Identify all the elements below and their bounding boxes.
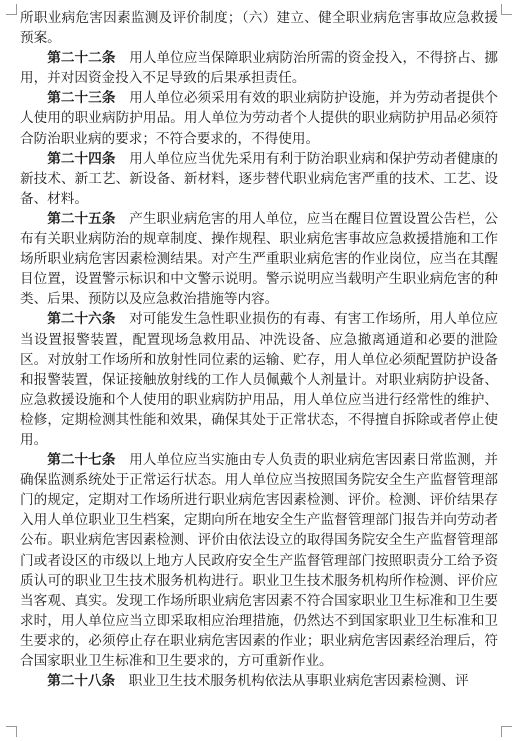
- article-number: 第二十七条: [47, 452, 116, 469]
- article-number: 第二十二条: [47, 50, 116, 67]
- article-26: [20, 309, 498, 450]
- article-text: 用人单位应当保障职业病防治所需的资金投入，不得挤占、挪用，并对因资金投入不足导致的后果承担责任。: [20, 50, 499, 87]
- article-text: 产生职业病危害的用人单位，应当在醒目位置设置公告栏，公布有关职业病防治的规章制度、操作规程、职业病危害事故应急救援措施和工作场所职业病危害因素检测结果。对产生严重职业病危害的作业岗位，应当在其醒目位置，设置警示标识和中文警示说明。警示说明应当载明产生职业病危害的种类、后果、预防以及应急救治措施等内容。: [20, 210, 499, 308]
- crop-mark-top-right: [501, 4, 512, 15]
- crop-mark-bottom-right: [501, 726, 512, 737]
- article-22: [20, 48, 498, 88]
- article-25: [20, 209, 498, 309]
- article-text: 用人单位必须采用有效的职业病防护设施，并为劳动者提供个人使用的职业病防护用品。用人单位为劳动者个人提供的职业病防护用品必须符合防治职业病的要求；不符合要求的，不得使用。: [20, 90, 499, 147]
- article-text: 对可能发生急性职业损伤的有毒、有害工作场所，用人单位应当设置报警装置，配置现场急救用品、冲洗设备、应急撤离通道和必要的泄险区。对放射工作场所和放射性同位素的运输、贮存，用人单位必须配置防护设备和报警装置，保证接触放射线的工作人员佩戴个人剂量计。对职业病防护设备、应急救援设施和个人使用的职业病防护用品，用人单位应当进行经常性的维护、检修，定期检测其性能和效果，确保其处于正常状态，不得擅自拆除或者停止使用。: [20, 311, 499, 448]
- crop-mark-bottom-left: [6, 726, 17, 737]
- article-number: 第二十六条: [47, 311, 116, 328]
- article-text: 用人单位应当优先采用有利于防治职业病和保护劳动者健康的新技术、新工艺、新设备、新材料，逐步替代职业病危害严重的技术、工艺、设备、材料。: [20, 150, 499, 207]
- article-number: 第二十四条: [47, 150, 116, 167]
- article-number: 第二十五条: [47, 210, 116, 227]
- article-text: 用人单位应当实施由专人负责的职业病危害因素日常监测，并确保监测系统处于正常运行状态。用人单位应当按照国务院安全生产监督管理部门的规定，定期对工作场所进行职业病危害因素检测、评价。检测、评价结果存入用人单位职业卫生档案，定期向所在地安全生产监督管理部门报告并向劳动者公布。职业病危害因素检测、评价由依法设立的取得国务院安全生产监督管理部门或者设区的市级以上地方人民政府安全生产监督管理部门按照职责分工给予资质认可的职业卫生技术服务机构进行。职业卫生技术服务机构所作检测、评价应当客观、真实。发现工作场所职业病危害因素不符合国家职业卫生标准和卫生要求时，用人单位应当立即采取相应治理措施，仍然达不到国家职业卫生标准和卫生要求的，必须停止存在职业病危害因素的作业；职业病危害因素经治理后，符合国家职业卫生标准和卫生要求的，方可重新作业。: [20, 452, 499, 669]
- article-number: 第二十八条: [47, 673, 116, 690]
- article-number: 第二十三条: [47, 90, 116, 107]
- article-27: [20, 450, 498, 671]
- article-23: [20, 88, 498, 148]
- intro-paragraph: 所职业病危害因素监测及评价制度；（六）建立、健全职业病危害事故应急救援预案。: [20, 10, 498, 47]
- document-body: [20, 8, 498, 691]
- article-28: [20, 671, 498, 691]
- article-text: 职业卫生技术服务机构依法从事职业病危害因素检测、评: [128, 673, 469, 690]
- article-24: [20, 149, 498, 209]
- crop-mark-top-left: [6, 4, 17, 15]
